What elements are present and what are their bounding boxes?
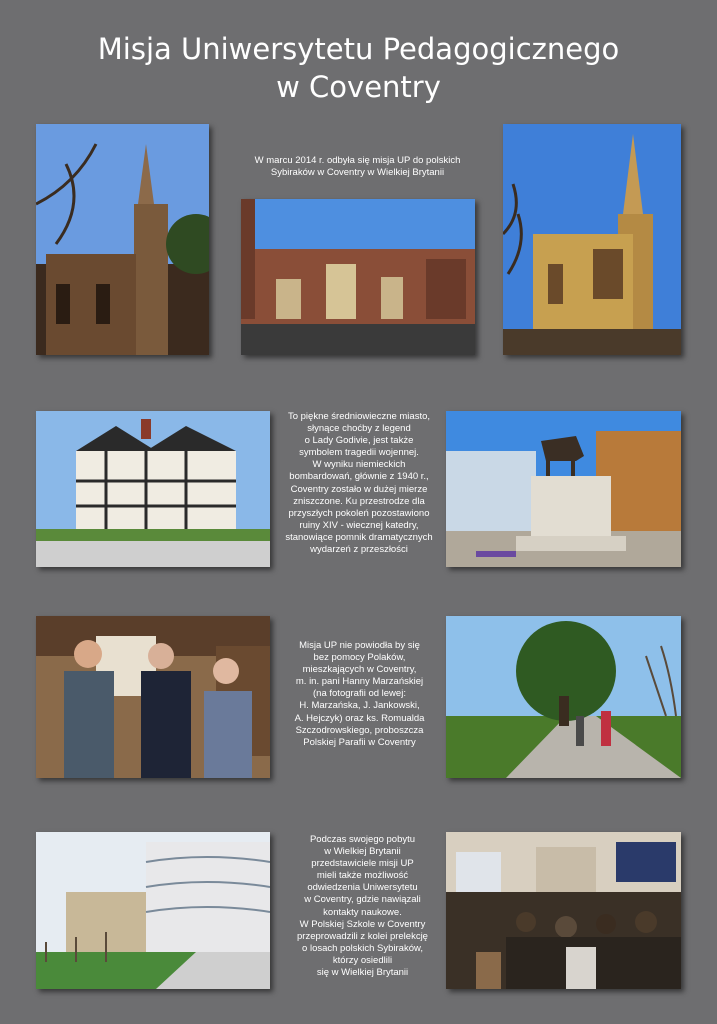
photo-group-portrait xyxy=(36,616,270,778)
photo-park-tree xyxy=(446,616,681,778)
caption-university: Podczas swojego pobytu w Wielkiej Brytanii przedstawiciele misji UP mieli także możliwość odwiedzenia Uniwersytetu w Coventry, gdzie nawiązali kontakty naukowe. W Polskiej Szkole w Coventry przeprowadzili z kolei prelekcję o losach polskich Sybiraków, którzy osiedlili się w Wielkiej Brytanii xyxy=(297,834,428,979)
caption-intro: W marcu 2014 r. odbyła się misja UP do polskich Sybiraków w Coventry w Wielkiej Brytanii xyxy=(254,155,461,179)
photo-cathedral-ruins xyxy=(241,199,475,355)
title-line-1: Misja Uniwersytetu Pedagogicznego xyxy=(97,32,620,66)
caption-history: To piękne średniowieczne miasto, słynące choćby z legend o Lady Godivie, jest także symbolem tragedii wojennej. W wyniku niemieckich bombardowań, głównie z 1940 r., Coventry zostało w dużej mierze zniszczone. Ku przestrodze dla przyszłych pokoleń pozostawiono ruiny XIV - wiecznej katedry, stanowiące pomnik dramatycznych wydarzeń z przeszłości xyxy=(285,411,433,556)
page-title xyxy=(0,30,717,106)
caption-help: Misja UP nie powiodła by się bez pomocy Polaków, mieszkających w Coventry, m. in. pani Hanny Marzańskiej (na fotografii od lewej: H. Marzańska, J. Jankowski, A. Hejczyk) oraz ks. Romualda Szczodrowskiego, proboszcza Polskiej Parafii w Coventry xyxy=(294,640,425,748)
photo-tudor-building xyxy=(36,411,270,567)
photo-lady-godiva-statue xyxy=(446,411,681,567)
photo-school-lecture xyxy=(446,832,681,989)
photo-holy-trinity-church xyxy=(503,124,681,355)
title-line-2: w Coventry xyxy=(276,70,441,104)
photo-university-buildings xyxy=(36,832,270,989)
photo-cathedral-spire xyxy=(36,124,209,355)
